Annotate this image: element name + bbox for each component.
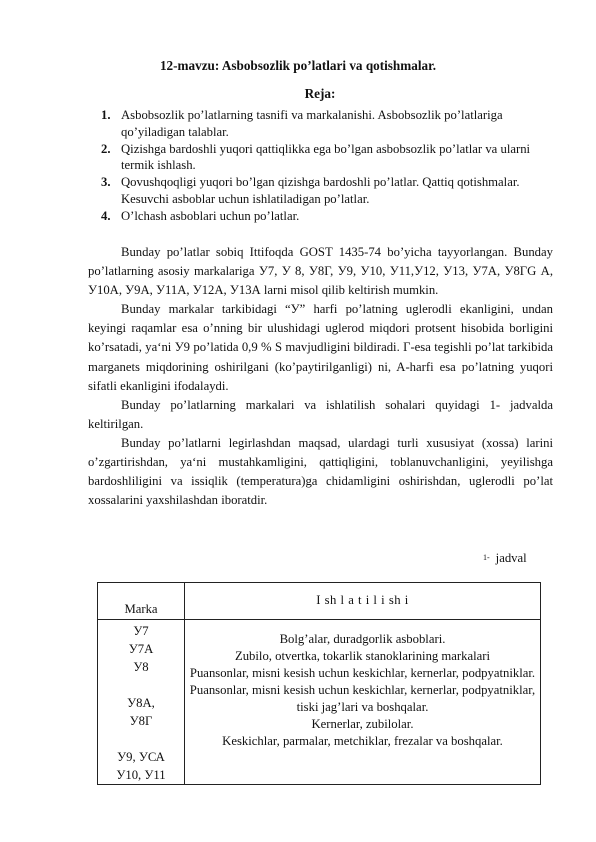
paragraph: Bunday markalar tarkibidagi “У” harfi po’latning uglerodli ekanligini, undan keyingi raqamlar esa o’nning bir ulushidagi uglerod miqdori protsent hisobida borligini ko’rsatadi, ya‘ni У9 po’latida 0,9 % S mavjudligini bildiradi. Г-esa tegishli po’lat tarkibida marganets miqdorining oshirilgani (ko’paytirilganligi) ni, A-harfi esa po’latning yuqori sifatli ekanligini ifodalaydi. — [88, 302, 553, 393]
usage-text: Puansonlar, misni kesish uchun keskichlar, kernerlar, podpyatniklar, tiski jag’lari va boshqalar. — [189, 683, 536, 714]
plan-item-text: Qizishga bardoshli yuqori qattiqlikka ega bo’lgan asbobsozlik po’latlar va ularni termik ishlash. — [121, 141, 531, 173]
plan-item-number: 3. — [101, 175, 111, 190]
plan-item-text: Asbobsozlik po’latlarning tasnifi va markalanishi. Asbobsozlik po’latlariga qo’yiladigan talablar. — [121, 108, 503, 139]
plan-item-text: Qovushqoqligi yuqori bo’lgan qizishga bardoshli po’latlar. Qattiq qotishmalar. Kesuvchi asboblar uchun ishlatiladigan po’latlar. — [121, 175, 520, 206]
body-text — [88, 243, 553, 510]
paragraph: Bunday po’latlarning markalari va ishlatilish sohalari quyidagi 1- jadvalda keltirilgan. — [88, 397, 553, 431]
table-row — [98, 620, 541, 785]
marks-cell — [98, 620, 185, 785]
usage-text: Bolg’alar, duradgorlik asboblari. — [279, 632, 446, 646]
paragraph: Bunday po’latlar sobiq Ittifoqda GOST 1435-74 bo’yicha tayyorlangan. Bunday po’latlarning asosiy markalariga У7, У 8, У8Г, У9, У10, У11,У12, У13, У7А, У8ГG А, У10А, У9А, У11А, У12А, У13А larni misol qilib keltirish mumkin. — [88, 245, 553, 298]
usage-text: Keskichlar, parmalar, metchiklar, frezalar va boshqalar. — [222, 734, 503, 748]
usage-text: Puansonlar, misni kesish uchun keskichlar, kernerlar, podpyatniklar. — [189, 666, 536, 680]
header-usage: I sh l a t i l i sh i — [185, 583, 541, 620]
table-caption-number: 1- — [483, 553, 490, 562]
plan-item — [88, 208, 548, 225]
steel-usage-table — [97, 582, 541, 785]
mark-label: У7А — [128, 642, 154, 656]
plan-item — [88, 107, 548, 141]
usage-text: Zubilo, otvertka, tokarlik stanoklarining markalari — [234, 649, 491, 663]
mark-spacer — [98, 676, 184, 694]
plan-item-number: 4. — [101, 208, 111, 223]
uses-cell — [185, 620, 541, 785]
mark-label: У8А, — [127, 696, 155, 710]
document-title: 12-mavzu: Asbobsozlik po’latlari va qotishmalar. — [159, 58, 437, 73]
plan-list — [88, 107, 548, 225]
mark-label: У9, УСА — [117, 750, 165, 764]
paragraph: Bunday po’latlarni legirlashdan maqsad, ulardagi turli xususiyat (xossa) larini o’zgartirishdan, ya‘ni mustahkamligini, qattiqligini, toblanuvchanligini, yeyilishga bardoshliligini va issiqlik (temperatura)ga chidamligini oshirishdan, uglerodli po’lat xossalarini yaxshilashdan iboratdir. — [88, 435, 553, 508]
mark-label: У7 — [133, 624, 149, 638]
mark-label: У10, У11 — [116, 768, 166, 782]
plan-item-number: 1. — [101, 108, 111, 122]
plan-item — [88, 174, 548, 208]
mark-label: У8Г — [129, 714, 153, 728]
plan-heading: Reja: — [304, 86, 336, 101]
plan-item — [88, 141, 548, 175]
table-header-row — [98, 583, 541, 620]
mark-spacer — [98, 730, 184, 748]
mark-label: У8 — [133, 660, 149, 674]
table-caption-label: jadval — [495, 551, 527, 565]
header-marka: Marka — [98, 583, 185, 620]
usage-text: Kernerlar, zubilolar. — [311, 717, 414, 731]
plan-item-text: O’lchash asboblari uchun po’latlar. — [121, 208, 300, 223]
plan-item-number: 2. — [101, 141, 111, 156]
table-caption — [483, 551, 527, 566]
